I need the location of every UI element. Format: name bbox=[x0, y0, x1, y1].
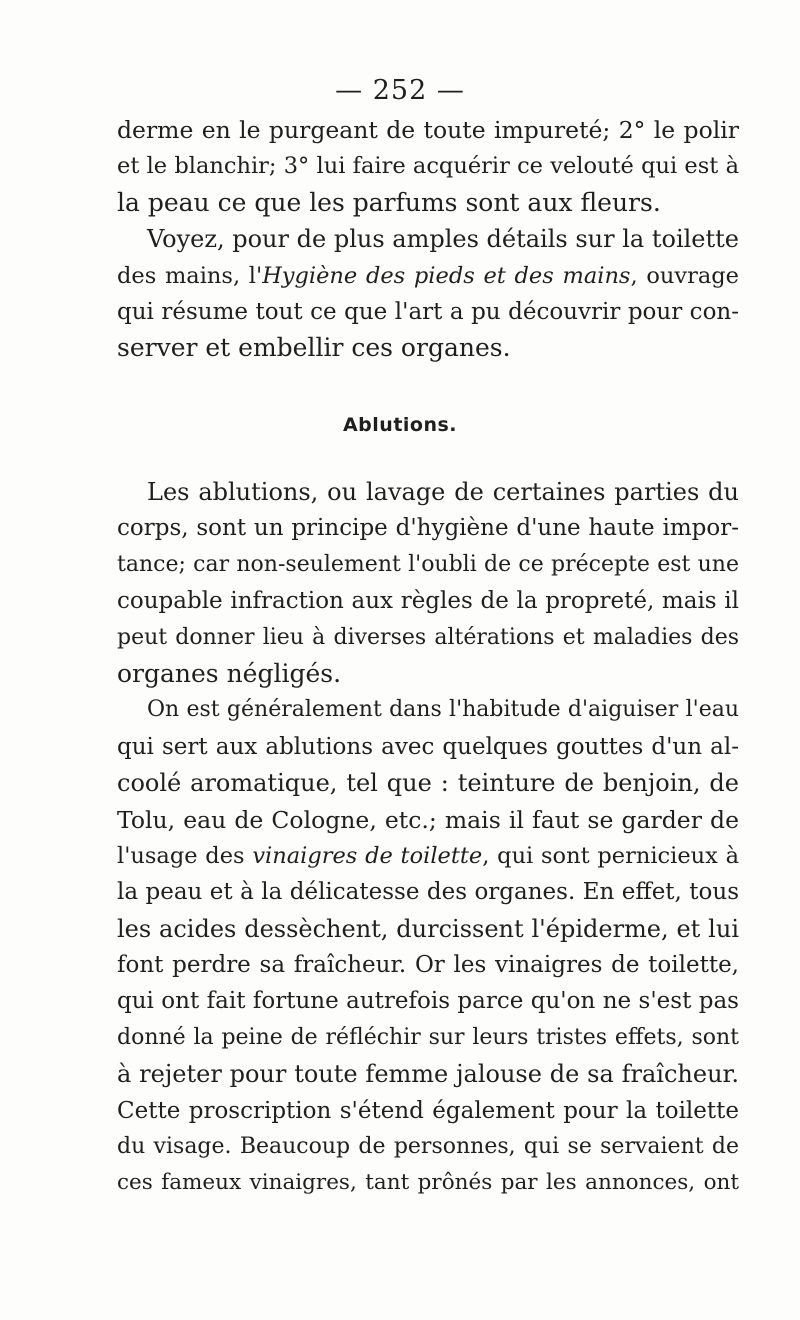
text-line: tance; car non-seulement l'oubli de ce précepte est une bbox=[117, 551, 739, 577]
text-line: Cette proscription s'étend également pour la toilette bbox=[117, 1097, 739, 1124]
text-block-body bbox=[117, 474, 739, 1202]
text-line: qui sert aux ablutions avec quelques gouttes d'un al- bbox=[117, 733, 739, 760]
text-line: à rejeter pour toute femme jalouse de sa fraîcheur. bbox=[117, 1060, 739, 1089]
text-line: Tolu, eau de Cologne, etc.; mais il faut se garder de bbox=[117, 805, 739, 834]
text-line: Les ablutions, ou lavage de certaines parties du bbox=[147, 478, 739, 506]
text-run: l'usage des bbox=[117, 842, 253, 869]
text-line: organes négligés. bbox=[117, 658, 342, 688]
text-block-top bbox=[117, 112, 739, 367]
italic-phrase: vinaigres de toilette bbox=[252, 842, 483, 869]
text-line: coolé aromatique, tel que : teinture de benjoin, de bbox=[117, 769, 739, 798]
text-line-with-italic bbox=[117, 838, 739, 874]
text-run: , qui sont pernicieux à bbox=[482, 842, 739, 869]
text-line: la peau ce que les parfums sont aux fleurs. bbox=[117, 187, 661, 217]
text-line: Voyez, pour de plus amples détails sur la toilette bbox=[147, 225, 739, 254]
text-line: derme en le purgeant de toute impureté; 2° le polir bbox=[117, 116, 739, 144]
text-line: et le blanchir; 3° lui faire acquérir ce velouté qui est à bbox=[117, 153, 739, 180]
text-line: la peau et à la délicatesse des organes. En effet, tous bbox=[117, 879, 739, 906]
text-line: qui ont fait fortune autrefois parce qu'on ne s'est pas bbox=[117, 988, 739, 1015]
text-line: corps, sont un principe d'hygiène d'une haute impor- bbox=[117, 515, 739, 542]
text-run: des mains, l' bbox=[117, 262, 263, 289]
text-line: font perdre sa fraîcheur. Or les vinaigres de toilette, bbox=[117, 952, 739, 979]
text-line: du visage. Beaucoup de personnes, qui se servaient de bbox=[117, 1134, 739, 1160]
text-line: coupable infraction aux règles de la propreté, mais il bbox=[117, 588, 739, 615]
book-title-italic: Hygiène des pieds et des mains bbox=[262, 262, 631, 289]
text-run: , ouvrage bbox=[630, 262, 739, 289]
text-line: les acides dessèchent, durcissent l'épiderme, et lui bbox=[117, 914, 739, 943]
text-line: ces fameux vinaigres, tant prônés par les annonces, ont bbox=[117, 1170, 739, 1196]
section-heading: Ablutions. bbox=[342, 414, 458, 436]
text-line: donné la peine de réfléchir sur leurs tristes effets, sont bbox=[117, 1024, 739, 1050]
text-line: qui résume tout ce que l'art a pu découvrir pour con- bbox=[117, 298, 739, 325]
text-line: server et embellir ces organes. bbox=[117, 333, 511, 363]
page-number: — 252 — bbox=[335, 75, 465, 106]
text-line: On est généralement dans l'habitude d'aiguiser l'eau bbox=[147, 697, 739, 723]
text-line: peut donner lieu à diverses altérations et maladies des bbox=[117, 624, 739, 650]
text-line-with-title bbox=[117, 258, 739, 294]
